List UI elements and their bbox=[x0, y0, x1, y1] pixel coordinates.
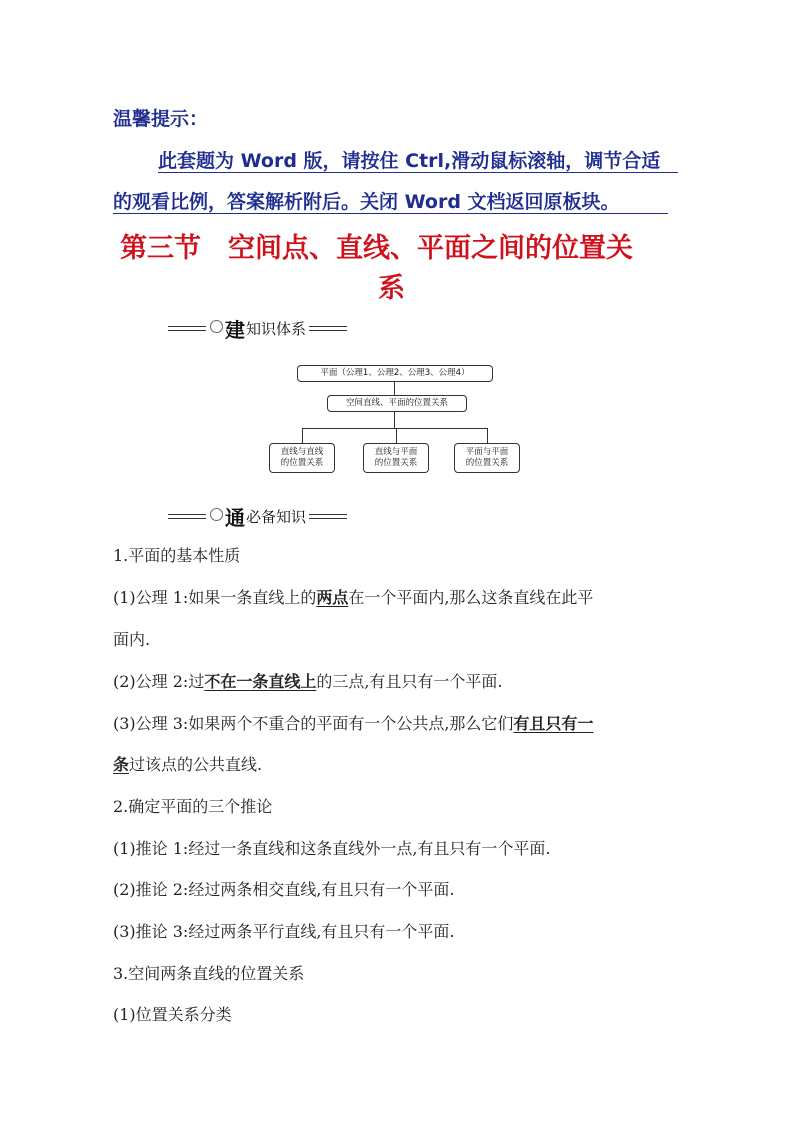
key-term: 不在一条直线上 bbox=[204, 672, 317, 691]
diagram-node-plane-plane bbox=[454, 443, 520, 473]
axiom-2 bbox=[113, 669, 503, 692]
node-text: 直线与直线 bbox=[280, 447, 324, 457]
heading-3: 3.空间两条直线的位置关系 bbox=[113, 964, 305, 983]
key-term: 两点 bbox=[316, 588, 349, 607]
axiom-3-line-2 bbox=[113, 752, 262, 775]
double-rule-right bbox=[309, 514, 347, 519]
double-rule-left bbox=[168, 514, 206, 519]
text: 过该点的公共直线. bbox=[129, 755, 263, 774]
axiom-1-line-2: 面内. bbox=[113, 630, 151, 649]
banner-label: 必备知识 bbox=[246, 508, 307, 526]
text: 的三点,有且只有一个平面. bbox=[316, 672, 503, 691]
tip-underline-2 bbox=[113, 213, 668, 214]
text: (2)公理 2:过 bbox=[113, 672, 205, 691]
diagram-node-root: 平面（公理1、公理2、公理3、公理4） bbox=[297, 365, 493, 382]
tip-title: 温馨提示： bbox=[113, 108, 209, 130]
section-title-line-1: 第三节 空间点、直线、平面之间的位置关 bbox=[120, 233, 633, 264]
magnifier-icon bbox=[210, 320, 223, 333]
knowledge-diagram bbox=[262, 358, 532, 478]
connector-line bbox=[396, 428, 397, 443]
heading-1: 1.平面的基本性质 bbox=[113, 546, 241, 565]
connector-line bbox=[394, 412, 395, 428]
essential-knowledge-banner bbox=[168, 502, 347, 531]
connector-line bbox=[487, 428, 488, 443]
node-text: 的位置关系 bbox=[465, 458, 509, 468]
node-text: 的位置关系 bbox=[280, 458, 324, 468]
axiom-1-line-1 bbox=[113, 585, 593, 608]
banner-glyph: 通 bbox=[225, 506, 245, 530]
diagram-node-middle: 空间直线、平面的位置关系 bbox=[327, 395, 467, 412]
tip-line-2: 的观看比例，答案解析附后。关闭 Word 文档返回原板块。 bbox=[113, 191, 620, 213]
connector-line bbox=[394, 382, 395, 395]
axiom-3-line-1 bbox=[113, 711, 593, 734]
double-rule-right bbox=[309, 326, 347, 331]
knowledge-system-banner bbox=[168, 314, 347, 343]
connector-line bbox=[302, 428, 303, 443]
node-text: 的位置关系 bbox=[374, 458, 418, 468]
text: 在一个平面内,那么这条直线在此平 bbox=[348, 588, 594, 607]
tip-line-1: 此套题为 Word 版，请按住 Ctrl,滑动鼠标滚轴，调节合适 bbox=[158, 150, 661, 172]
node-text: 直线与平面 bbox=[374, 447, 418, 457]
diagram-node-line-line bbox=[269, 443, 335, 473]
magnifier-icon bbox=[210, 508, 223, 521]
diagram-node-line-plane bbox=[363, 443, 429, 473]
corollary-1: (1)推论 1:经过一条直线和这条直线外一点,有且只有一个平面. bbox=[113, 839, 551, 858]
heading-2: 2.确定平面的三个推论 bbox=[113, 797, 273, 816]
heading-3-1: (1)位置关系分类 bbox=[113, 1005, 232, 1024]
banner-label: 知识体系 bbox=[246, 320, 307, 338]
section-title-line-2: 系 bbox=[378, 273, 405, 304]
banner-glyph: 建 bbox=[225, 318, 245, 342]
corollary-2: (2)推论 2:经过两条相交直线,有且只有一个平面. bbox=[113, 880, 455, 899]
text: (1)公理 1:如果一条直线上的 bbox=[113, 588, 317, 607]
text: (3)公理 3:如果两个不重合的平面有一个公共点,那么它们 bbox=[113, 714, 514, 733]
key-term: 条 bbox=[113, 755, 130, 774]
tip-underline-1 bbox=[158, 172, 678, 173]
double-rule-left bbox=[168, 326, 206, 331]
key-term: 有且只有一 bbox=[513, 714, 594, 733]
corollary-3: (3)推论 3:经过两条平行直线,有且只有一个平面. bbox=[113, 922, 455, 941]
connector-line bbox=[302, 428, 488, 429]
node-text: 平面与平面 bbox=[465, 447, 509, 457]
